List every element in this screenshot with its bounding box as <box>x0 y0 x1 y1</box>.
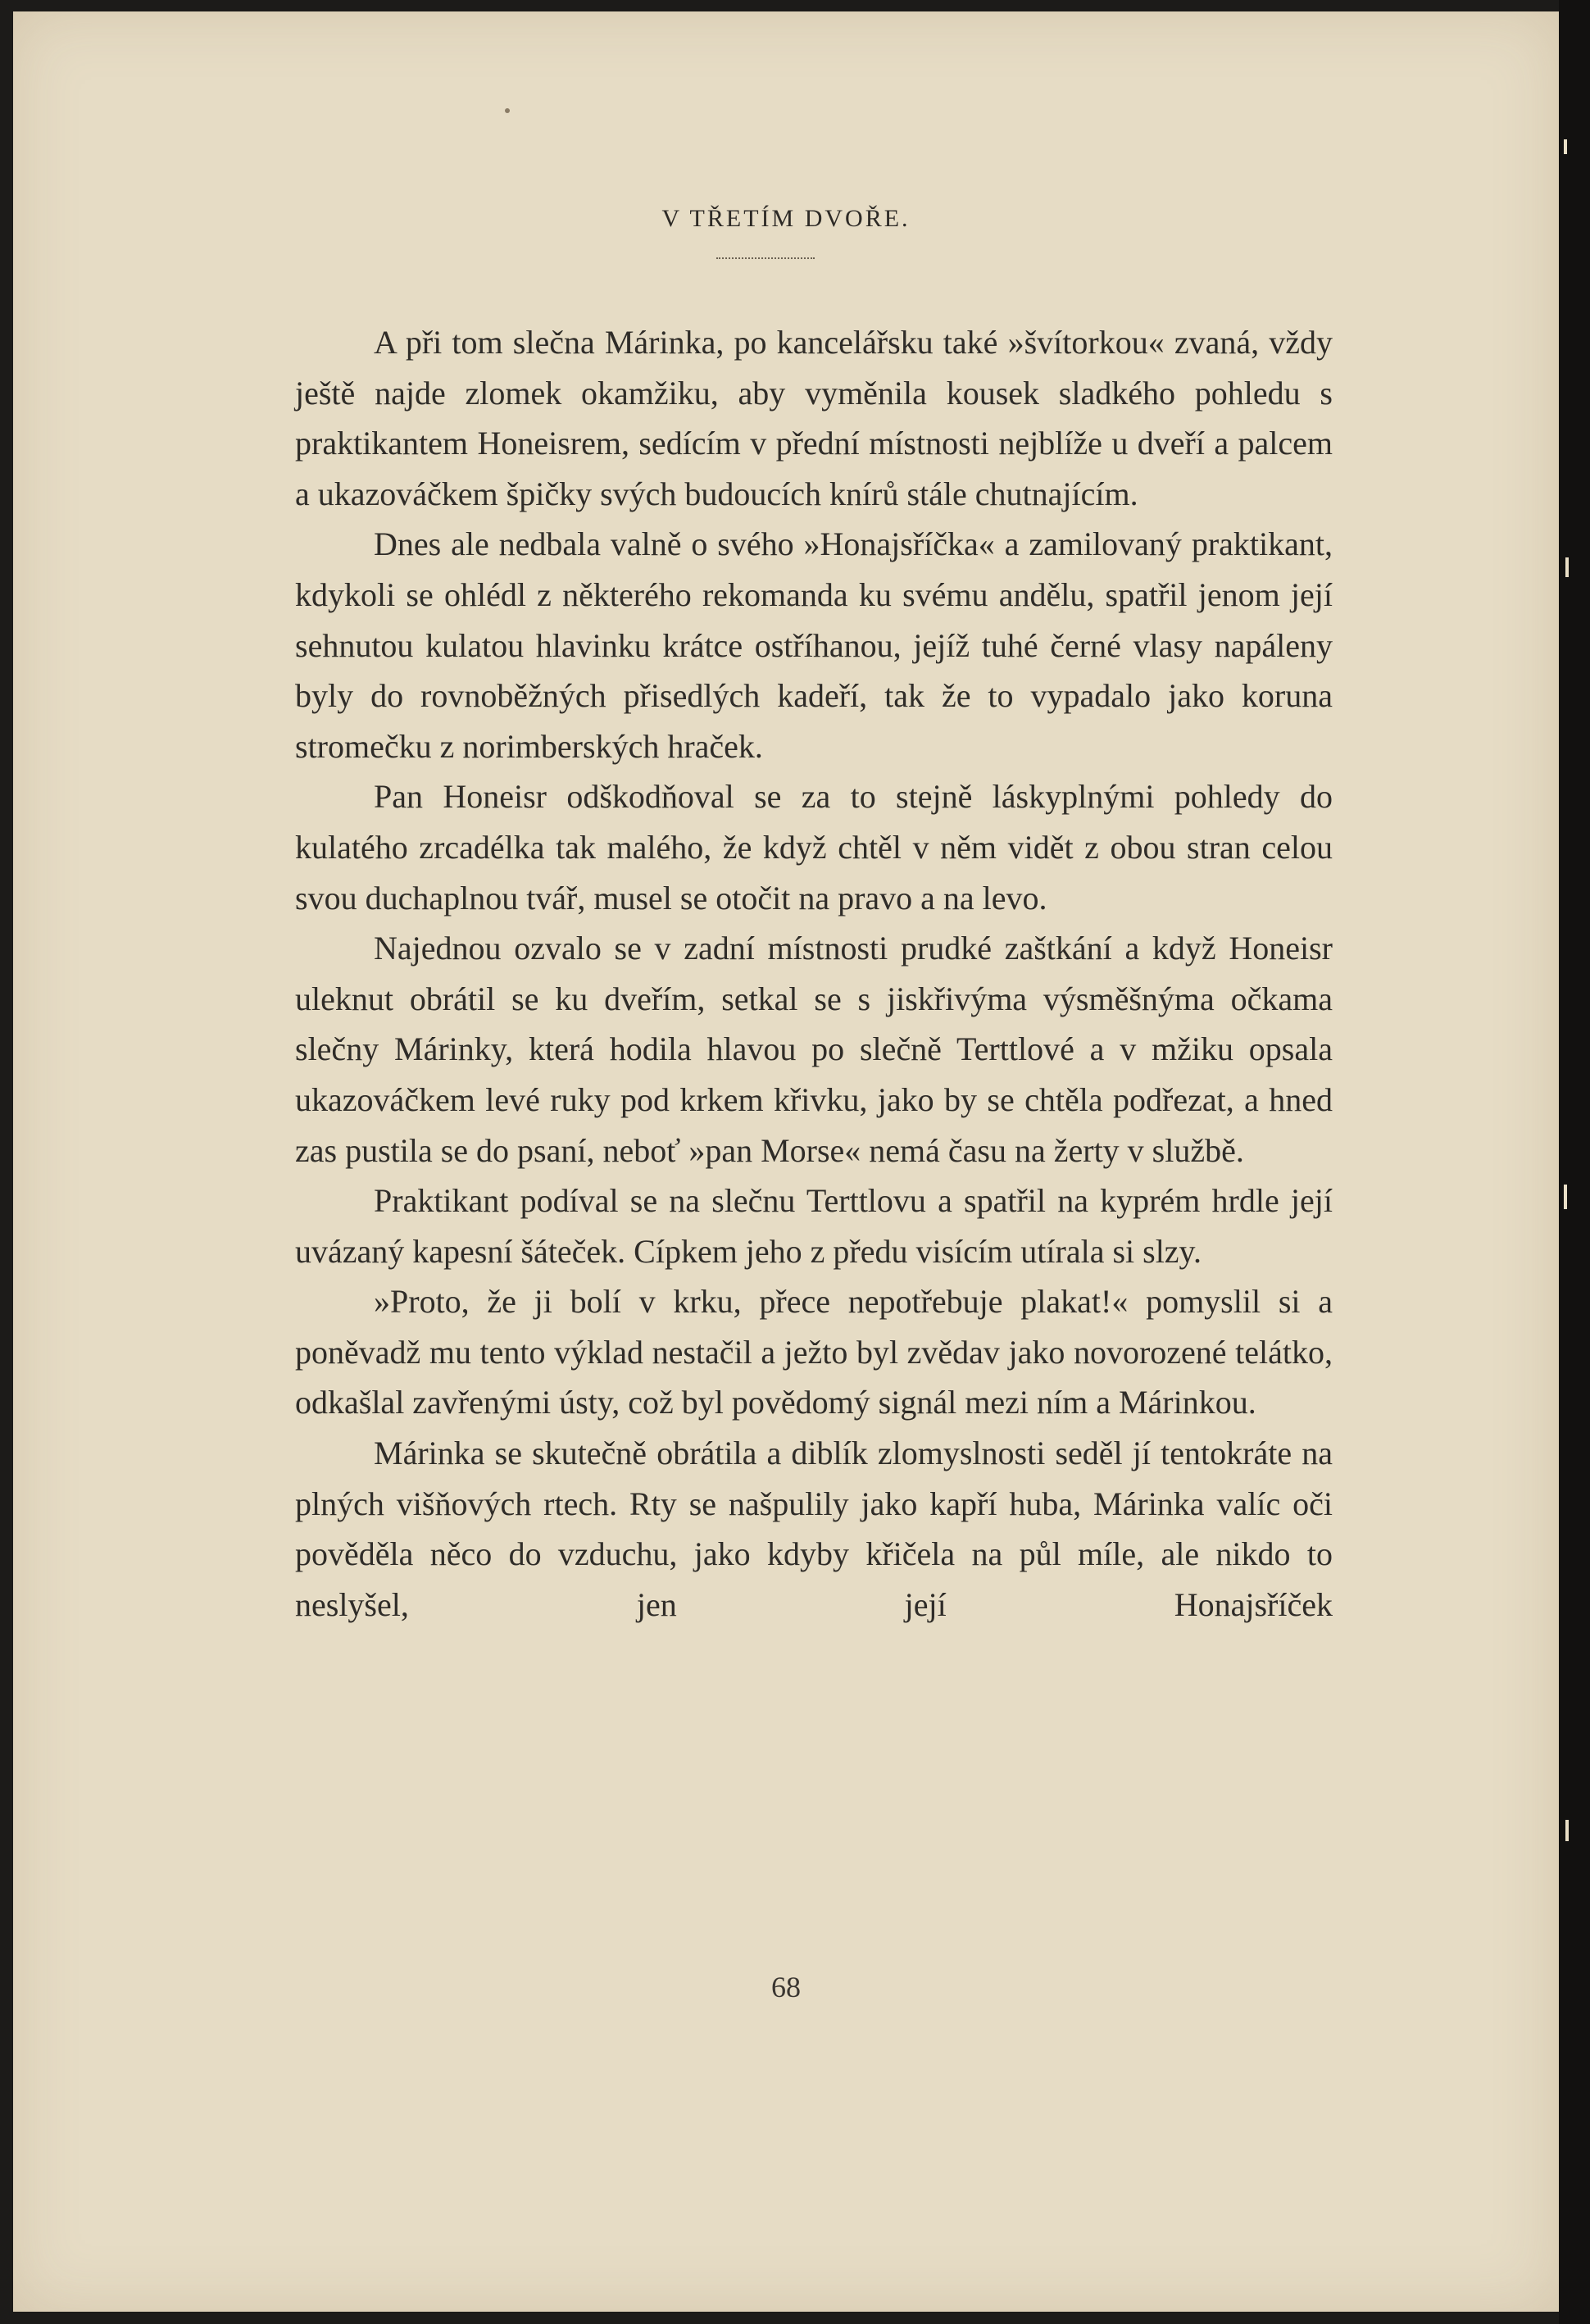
paragraph: Dnes ale nedbala valně o svého »Honajsříčka« a zamilovaný praktikant, kdykoli se ohlédl z některého rekomanda ku svému andělu, spatřil jenom její sehnutou kulatou hlavinku krátce ostříhanou, jejíž tuhé černé vlasy napáleny byly do rovnoběžných přisedlých kadeří, tak že to vypadalo jako koruna stromečku z norimberských hraček. <box>295 525 1333 765</box>
paragraph: Praktikant podíval se na slečnu Terttlovu a spatřil na kyprém hrdle její uvázaný kapesní šáteček. Cípkem jeho z předu visícím utírala si slzy. <box>295 1182 1333 1270</box>
body-text <box>295 317 1333 1630</box>
edge-mark <box>1564 1185 1567 1209</box>
book-page <box>13 11 1559 2312</box>
edge-mark <box>1565 557 1569 577</box>
head-rule <box>716 257 815 259</box>
scan-edge <box>1559 0 1590 2324</box>
paragraph: Najednou ozvalo se v zadní místnosti prudké zaštkání a když Honeisr uleknut obrátil se ku dveřím, setkal se s jiskřivýma výsměšnýma očkama slečny Márinky, která hodila hlavou po slečně Terttlové a v mžiku opsala ukazováčkem levé ruky pod krkem křivku, jako by se chtěla podřezat, a hned zas pustila se do psaní, neboť »pan Morse« nemá času na žerty v službě. <box>295 930 1333 1169</box>
paragraph: »Proto, že ji bolí v krku, přece nepotřebuje plakat!« pomyslil si a poněvadž mu tento výklad nestačil a ježto byl zvědav jako novorozené telátko, odkašlal zavřenými ústy, což byl povědomý signál mezi ním a Márinkou. <box>295 1283 1333 1421</box>
edge-mark <box>1565 1820 1569 1841</box>
page-number: 68 <box>771 1971 801 2003</box>
paragraph: A při tom slečna Márinka, po kancelářsku také »švítorkou« zvaná, vždy ještě najde zlomek okamžiku, aby vyměnila kousek sladkého pohledu s praktikantem Honeisrem, sedícím v přední místnosti nejblíže u dveří a palcem a ukazováčkem špičky svých budoucích knírů stále chutnajícím. <box>295 324 1333 512</box>
paragraph: Márinka se skutečně obrátila a diblík zlomyslnosti seděl jí tentokráte na plných višňových rtech. Rty se našpulily jako kapří huba, Márinka valíc oči pověděla něco do vzduchu, jako kdyby křičela na půl míle, ale nikdo to neslyšel, jen její Honajsříček <box>295 1435 1333 1623</box>
paper-speck <box>505 108 510 113</box>
edge-mark <box>1564 139 1567 154</box>
running-head: V TŘETÍM DVOŘE. <box>661 205 911 232</box>
paragraph: Pan Honeisr odškodňoval se za to stejně láskyplnými pohledy do kulatého zrcadélka tak malého, že když chtěl v něm vidět z obou stran celou svou duchaplnou tvář, musel se otočit na pravo a na levo. <box>295 778 1333 916</box>
